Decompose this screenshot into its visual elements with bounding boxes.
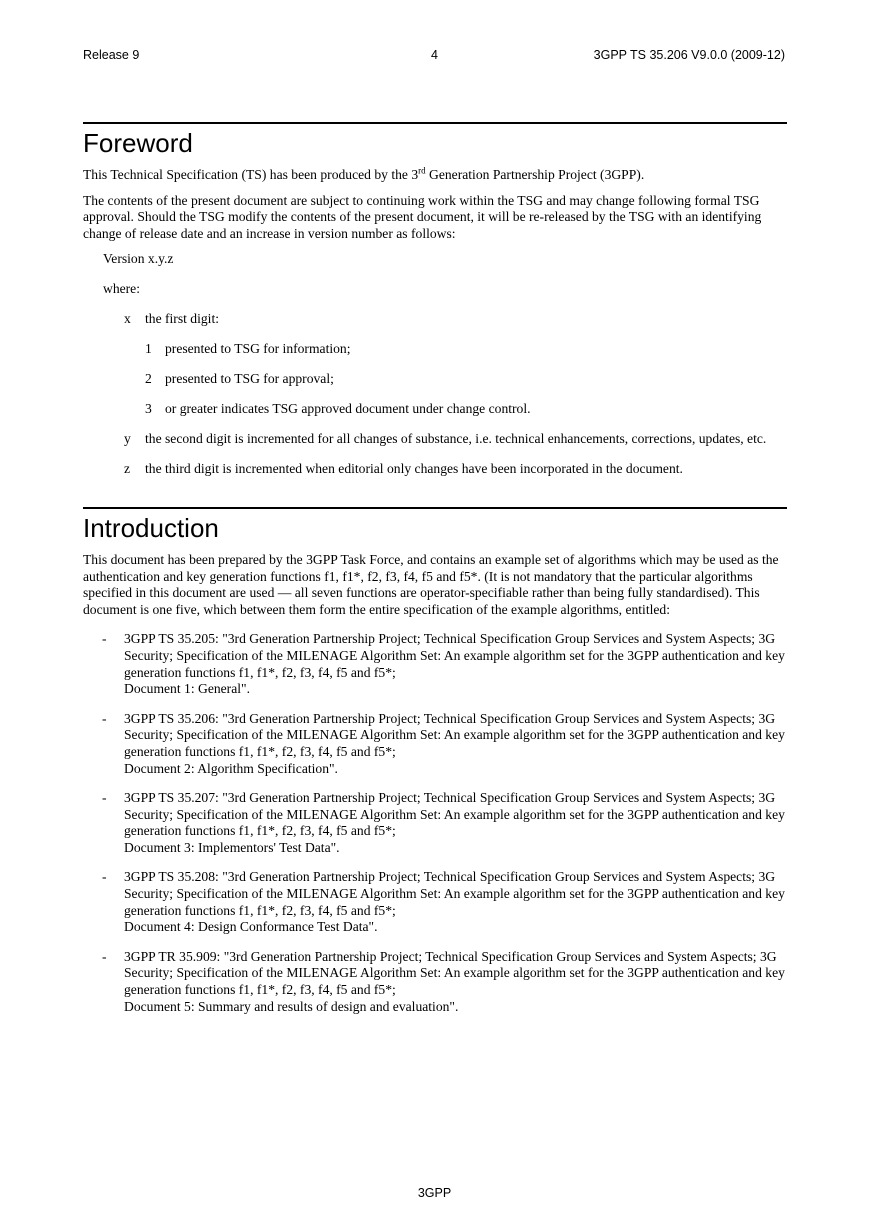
header-spec-id: 3GPP TS 35.206 V9.0.0 (2009-12) <box>593 48 785 62</box>
main-content <box>83 122 787 1028</box>
introduction-paragraph: This document has been prepared by the 3GPP Task Force, and contains an example set of algorithms which may be used as the authentication and key generation functions f1, f1*, f2, f3, f4, f5 and f5*. (It is not mandatory that the particular algorithms specified in this document are used — all seven functions are operator-specifiable rather than being fully standardised). This document is one five, which between them form the entire specification of the example algorithms, entitled: <box>83 551 779 617</box>
superscript-rd: rd <box>418 165 426 176</box>
y-text: the second digit is incremented for all changes of substance, i.e. technical enhancements, corrections, updates, etc. <box>145 431 767 447</box>
x-digit-item <box>83 311 787 341</box>
list-item: - 3GPP TS 35.207: "3rd Generation Partnership Project; Technical Specification Group Services and System Aspects; 3G Security; Specification of the MILENAGE Algorithm Set: An example algorithm set for the 3GPP authentication and key generation functions f1, f1*, f2, f3, f4, f5 and f5*; Document 3: Implementors' Test Data". <box>102 790 785 855</box>
section-rule <box>83 507 787 509</box>
foreword-paragraph-2: The contents of the present document are subject to continuing work within the TSG and may change following formal TSG approval. Should the TSG modify the contents of the present document, it will be re-released by the TSG with an identifying change of release date and an increase in version number as follows: <box>83 192 762 241</box>
list-item: - 3GPP TR 35.909: "3rd Generation Partnership Project; Technical Specification Group Services and System Aspects; 3G Security; Specification of the MILENAGE Algorithm Set: An example algorithm set for the 3GPP authentication and key generation functions f1, f1*, f2, f3, f4, f5 and f5*; Document 5: Summary and results of design and evaluation". <box>102 948 785 1014</box>
y-key: y <box>124 431 131 447</box>
z-digit-item <box>83 461 787 491</box>
version-format: Version x.y.z <box>103 251 174 267</box>
z-text: the third digit is incremented when editorial only changes have been incorporated in the document. <box>145 460 683 476</box>
section-rule <box>83 122 787 124</box>
where-label: where: <box>103 281 140 297</box>
foreword-heading: Foreword <box>83 128 193 158</box>
header-release: Release 9 <box>83 48 140 62</box>
list-item: - 3GPP TS 35.205: "3rd Generation Partnership Project; Technical Specification Group Services and System Aspects; 3G Security; Specification of the MILENAGE Algorithm Set: An example algorithm set for the 3GPP authentication and key generation functions f1, f1*, f2, f3, f4, f5 and f5*; Document 1: General". <box>102 631 785 697</box>
z-key: z <box>124 460 131 476</box>
x-text: the first digit: <box>145 311 220 327</box>
list-item: - 3GPP TS 35.208: "3rd Generation Partnership Project; Technical Specification Group Services and System Aspects; 3G Security; Specification of the MILENAGE Algorithm Set: An example algorithm set for the 3GPP authentication and key generation functions f1, f1*, f2, f3, f4, f5 and f5*; Document 4: Design Conformance Test Data". <box>102 869 785 935</box>
footer-3gpp: 3GPP <box>417 1186 452 1200</box>
digit-item-3: 3 or greater indicates TSG approved document under change control. <box>145 401 531 417</box>
y-digit-item <box>83 431 787 448</box>
header-page-number: 4 <box>431 48 438 62</box>
foreword-section <box>83 122 787 491</box>
foreword-paragraph-1: This Technical Specification (TS) has been produced by the 3rd Generation Partnership Project (3GPP). <box>83 165 645 182</box>
introduction-heading: Introduction <box>83 512 219 543</box>
introduction-section <box>83 507 787 1015</box>
x-key: x <box>124 311 131 327</box>
digit-item-1: 1 presented to TSG for information; <box>145 341 351 357</box>
list-item: - 3GPP TS 35.206: "3rd Generation Partnership Project; Technical Specification Group Services and System Aspects; 3G Security; Specification of the MILENAGE Algorithm Set: An example algorithm set for the 3GPP authentication and key generation functions f1, f1*, f2, f3, f4, f5 and f5*; Document 2: Algorithm Specification". <box>102 710 785 776</box>
digit-item-2: 2 presented to TSG for approval; <box>145 371 334 387</box>
